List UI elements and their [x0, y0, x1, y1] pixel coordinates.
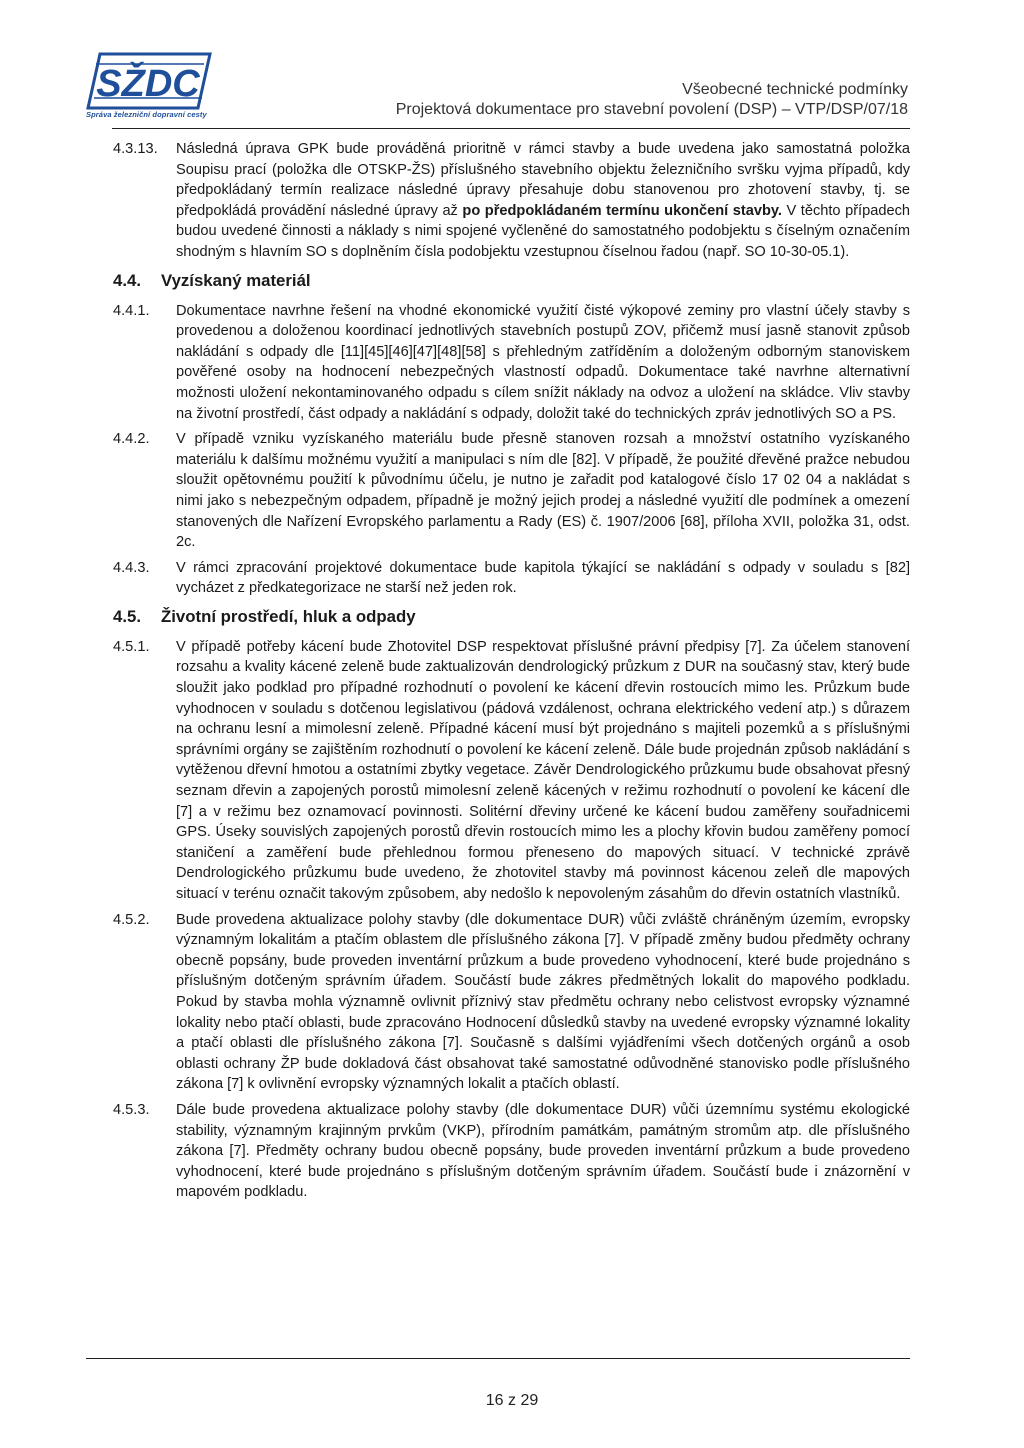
section-heading-4-5 — [113, 607, 910, 627]
paragraph-text: Dále bude provedena aktualizace polohy stavby (dle dokumentace DUR) vůči územnímu systému ekologické stability, významným krajinným prvkům (VKP), přírodním památkám, památným stromům atp. dle příslušného zákona [7]. Předměty ochrany budou obecně popsány, bude proveden inventární průzkum a bude provedeno vyhodnocení, které bude projednáno s příslušným dotčeným správním úřadem. Součástí bude i znázornění v mapovém podkladu. — [176, 1101, 910, 1201]
section-number: 4.4. — [113, 270, 141, 290]
document-header — [396, 80, 908, 120]
paragraph-text — [176, 139, 910, 263]
header-title-line2: Projektová dokumentace pro stavební povolení (DSP) – VTP/DSP/07/18 — [395, 101, 908, 118]
paragraph-number: 4.4.3. — [113, 559, 150, 576]
paragraph-number: 4.5.2. — [113, 911, 150, 928]
paragraph-number: 4.5.1. — [113, 638, 150, 655]
paragraph-number: 4.5.3. — [113, 1101, 150, 1118]
logo-text: SŽDC — [96, 63, 200, 105]
paragraph-4-5-2 — [113, 910, 910, 1095]
paragraph-4-5-1 — [113, 637, 910, 905]
paragraph-number: 4.3.13. — [113, 141, 158, 157]
header-title-line1: Všeobecné technické podmínky — [682, 81, 908, 98]
section-title: Vyzískaný materiál — [161, 270, 311, 290]
paragraph-number: 4.4.2. — [113, 431, 150, 448]
page-content — [113, 139, 910, 1208]
paragraph-4-4-1 — [113, 301, 910, 425]
paragraph-text: V případě vzniku vyzískaného materiálu bude přesně stanoven rozsah a množství ostatního vyzískaného materiálu k dalšímu možnému využití a manipulaci s ním dle [82]. V případě, že použité dřevěné pražce nebudou sloužit opětovnému použití k původnímu účelu, je nutno je zařadit pod katalogové číslo 17 02 04 a nakládat s nimi jako s nebezpečným odpadem, případně je možný jejich prodej a následné využití dle podmínek a omezení stanovených dle Nařízení Evropského parlamentu a Rady (ES) č. 1907/2006 [68], příloha XVII, položka 31, odst. 2c. — [176, 431, 910, 551]
page-number: 16 z 29 — [485, 1392, 539, 1409]
bold-text-run: po předpokládaném termínu ukončení stavby. — [462, 202, 782, 219]
section-heading-4-4 — [113, 271, 910, 291]
text-run: V těchto případech budou uvedené činnosti a náklady s nimi spojené vyčleněné do samostatného podobjektu s číselným označením shodným s hlavním SO s doplněním čísla podobjektu vzestupnou číselnou řadou (např. SO 10-30-05.1). — [176, 202, 910, 260]
paragraph-text: V případě potřeby kácení bude Zhotovitel DSP respektovat příslušné právní předpisy [7]. Za účelem stanovení rozsahu a kvality kácené zeleně bude zaktualizován dendrologický průzkum z DUR na současný stav, který bude sloužit jako podklad pro případné rozhodnutí o povolení ke kácení dřevin rostoucích mimo les. Průzkum bude vyhodnocen v souladu s dotčenou legislativou (pádová vzdálenost, ochrana elektrického vedení atp.) s důrazem na ochranu lesní a mimolesní zeleně. Případné kácení musí být projednáno s majiteli pozemků a s příslušnými správními orgány se zajištěním rozhodnutí o povolení ke kácení zeleně. Dále bude projednán způsob nakládání s vytěženou dřevní hmotou a ostatními zbytky vegetace. Závěr Dendrologického průzkumu bude obsahovat přesný seznam dřevin a zapojených porostů mimolesní zeleně kácených v režimu rozhodnutí o povolení ke kácení dle [7] a v režimu bez oznamovací povinnosti. Solitérní dřeviny určené ke kácení budou zaměřeny souřadnicemi GPS. Úseky souvislých zapojených porostů dřevin rostoucích mimo les a plochy křovin budou zaměřeny pomocí staničení a zaměření bude přehlednou formou přeneseno do mapových situací. V technické zprávě Dendrologického průzkumu bude uvedeno, že zhotovitel stavby má povinnost kácenou zeleň dle mapových situací v terénu označit takovým způsobem, aby nedošlo k nepovoleným zásahům do dřevin ostatních vlastníků. — [176, 638, 910, 902]
text-run: Následná úprava GPK bude prováděná prioritně v rámci stavby a bude uvedena jako samostatná položka Soupisu prací (položka dle OTSKP-ŽS) příslušného stavebního objektu železničního svršku vyjma případů, kdy předpokládaný termín realizace následné úpravy přesahuje dobu stanovenou pro zhotovení stavby, tj. se předpokládá provádění následné úpravy až — [176, 141, 910, 219]
paragraph-4-3-13 — [113, 139, 910, 263]
paragraph-number: 4.4.1. — [113, 302, 150, 319]
paragraph-text: Dokumentace navrhne řešení na vhodné ekonomické využití čisté výkopové zeminy pro vlastní účely stavby s provedenou a doloženou koordinací jednotlivých stavebních postupů ZOV, přičemž musí jasně stanovit způsob nakládání s odpady dle [11][45][46][47][48][58] s přehledným zatříděním a doloženým odborným stanoviskem pověřené osoby na hodnocení nebezpečných vlastností odpadů. Dokumentace také navrhne alternativní možnosti uložení nekontaminovaného odpadu s cílem snížit náklady na odvoz a uložení na skládce. Vliv stavby na životní prostředí, část odpady a nakládání s odpady, doložit také do technických zpráv jednotlivých SO a PS. — [176, 302, 910, 422]
footer-divider — [86, 1358, 910, 1359]
logo-subtitle: Správa železniční dopravní cesty — [86, 110, 207, 119]
paragraph-4-4-3 — [113, 558, 910, 599]
paragraph-4-4-2 — [113, 429, 910, 553]
paragraph-text: Bude provedena aktualizace polohy stavby (dle dokumentace DUR) vůči zvláště chráněným územím, evropsky významným lokalitám a ptačím oblastem dle příslušného zákona [7]. V případě změny budou předměty ochrany obecně popsány, bude proveden inventární průzkum a bude provedeno vyhodnocení, které bude projednáno s příslušným dotčeným správním úřadem. Součástí bude zákres předmětných lokalit do mapového podkladu. Pokud by stavba mohla významně ovlivnit příznivý stav předmětu ochrany nebo celistvost evropsky významné lokality nebo ptačí oblasti, bude zpracováno Hodnocení důsledků stavby na uvedené evropsky významné lokality a ptačí oblasti dle příslušného zákona [7]. Současně s dalšími vyjádřeními všech dotčených orgánů a osob oblasti ochrany ŽP bude dokladová část obsahovat také samostatné odůvodněné stanovisko podle příslušného zákona [7] k ovlivnění evropsky významných lokalit a ptačích oblastí. — [176, 911, 910, 1093]
header-divider — [112, 128, 910, 129]
section-number: 4.5. — [113, 606, 141, 626]
paragraph-text: V rámci zpracování projektové dokumentace bude kapitola týkající se nakládání s odpady v souladu s [82] vycházet z předkategorizace ne starší než jeden rok. — [176, 559, 910, 597]
paragraph-4-5-3 — [113, 1100, 910, 1203]
section-title: Životní prostředí, hluk a odpady — [161, 606, 416, 626]
